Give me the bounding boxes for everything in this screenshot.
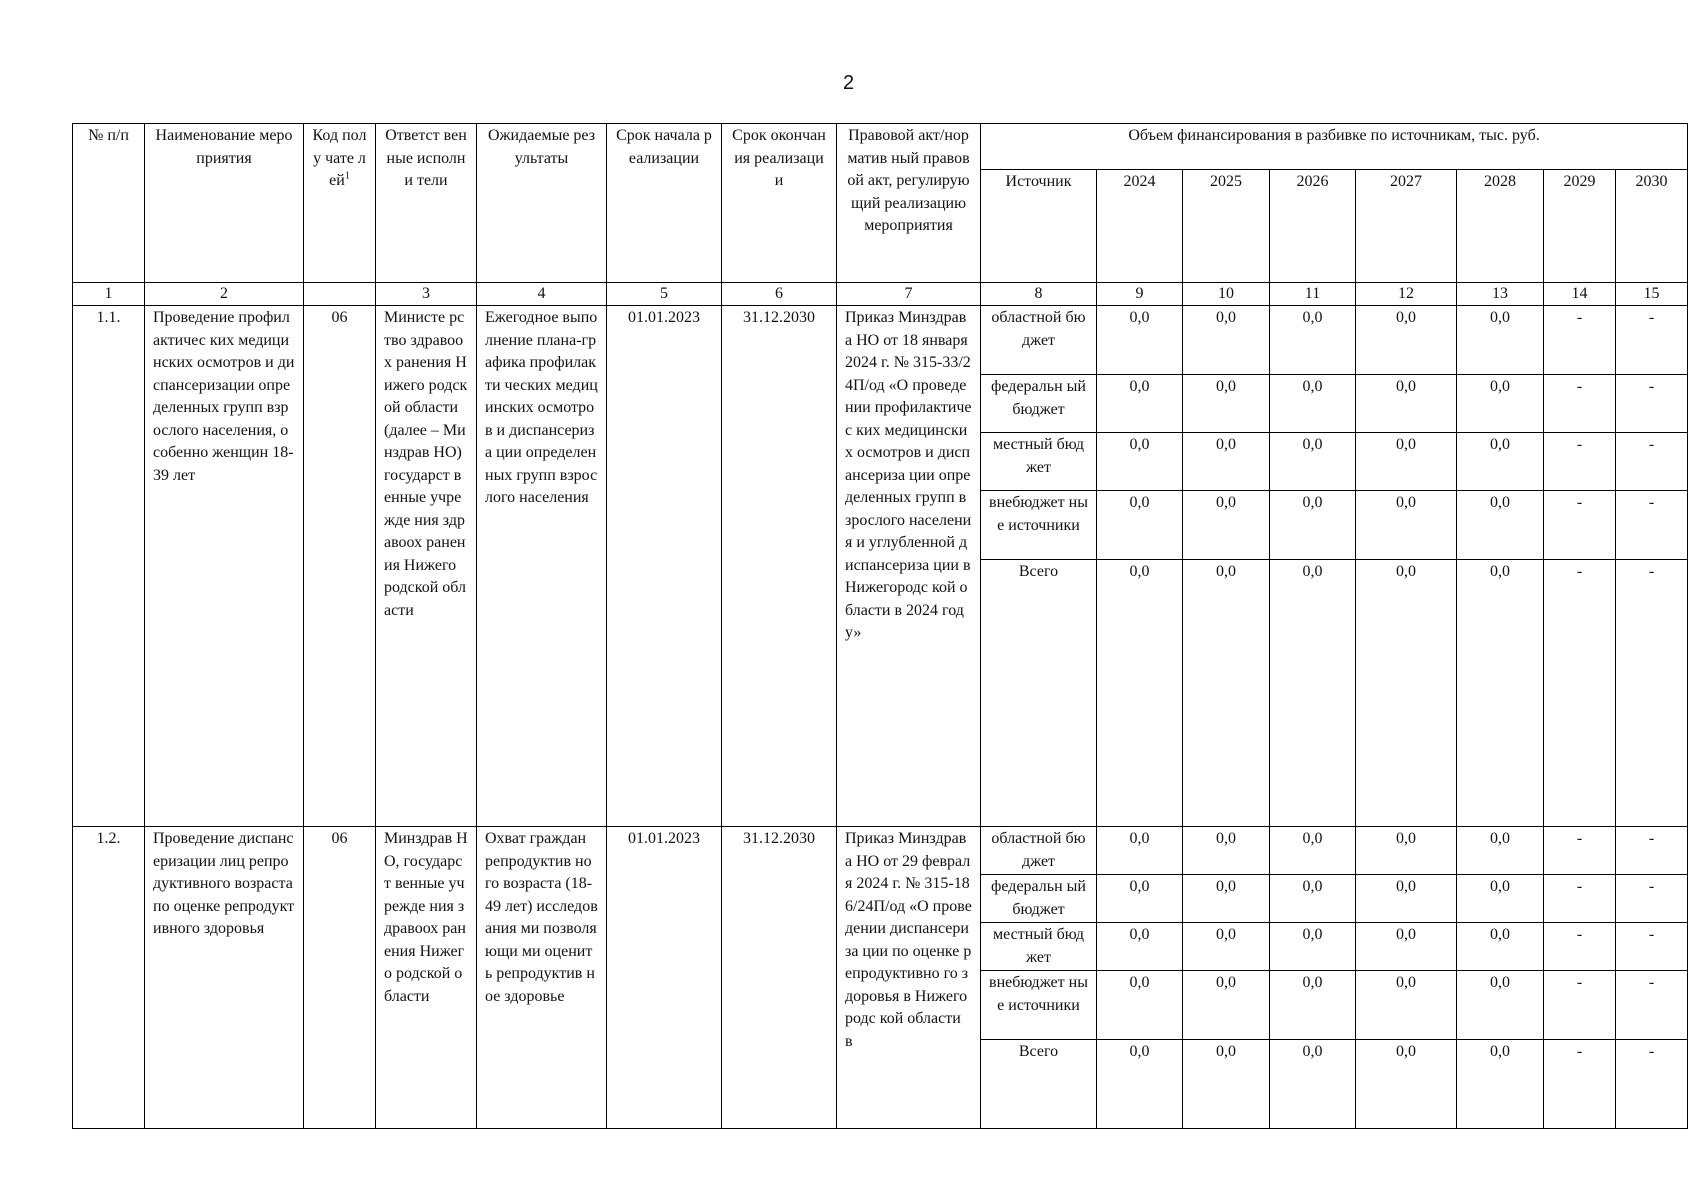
column-number: 9 [1097,283,1183,306]
funding-source: местный бюджет [981,433,1097,491]
funding-value-2026: 0,0 [1270,827,1356,875]
measure-1-1-funding-row [73,306,1688,375]
funding-value-2025: 0,0 [1183,971,1270,1040]
funding-value-2029: - [1544,875,1616,923]
measure-results: Ежегодное выполнение плана-графика профилакти ческих медицинских осмотров и диспансериза ции определен ных групп взрослого населения [477,306,607,827]
funding-value-2027: 0,0 [1356,491,1457,560]
column-number: 6 [722,283,837,306]
header-code [304,124,376,283]
header-year: 2024 [1097,170,1183,283]
header-num: № п/п [73,124,145,283]
measure-name: Проведение диспансеризации лиц репродуктивного возраста по оценке репродуктивного здоровья [145,827,304,1129]
funding-value-2028: 0,0 [1457,875,1544,923]
funding-value-2027: 0,0 [1356,971,1457,1040]
funding-value-2025: 0,0 [1183,375,1270,433]
funding-value-2030: - [1616,1040,1688,1129]
funding-source: внебюджет ные источники [981,971,1097,1040]
header-financing: Объем финансирования в разбивке по источникам, тыс. руб. [981,124,1688,170]
funding-value-2024: 0,0 [1097,560,1183,827]
measure-code: 06 [304,827,376,1129]
funding-value-2029: - [1544,491,1616,560]
funding-value-2030: - [1616,827,1688,875]
funding-value-2029: - [1544,971,1616,1040]
funding-value-2028: 0,0 [1457,491,1544,560]
column-number: 8 [981,283,1097,306]
funding-value-2024: 0,0 [1097,375,1183,433]
funding-value-2026: 0,0 [1270,1040,1356,1129]
funding-source: областной бюджет [981,306,1097,375]
funding-value-2024: 0,0 [1097,491,1183,560]
funding-source: Всего [981,560,1097,827]
funding-value-2029: - [1544,433,1616,491]
footnote-marker: 1 [344,170,350,182]
column-number: 7 [837,283,981,306]
header-results: Ожидаемые результаты [477,124,607,283]
header-source: Источник [981,170,1097,283]
funding-value-2028: 0,0 [1457,306,1544,375]
column-number: 13 [1457,283,1544,306]
measure-executor: Министе рство здравоох ранения Нижего родской области (далее – Минздрав НО) государст венные учрежде ния здравоох ранения Нижего родской области [376,306,477,827]
funding-value-2028: 0,0 [1457,923,1544,971]
funding-value-2028: 0,0 [1457,375,1544,433]
funding-source: федеральн ый бюджет [981,875,1097,923]
funding-value-2027: 0,0 [1356,875,1457,923]
funding-value-2028: 0,0 [1457,971,1544,1040]
funding-source: внебюджет ные источники [981,491,1097,560]
measure-end-date: 31.12.2030 [722,827,837,1129]
column-number: 5 [607,283,722,306]
funding-value-2026: 0,0 [1270,433,1356,491]
measure-executor: Минздрав НО, государст венные учрежде ния здравоох ранения Нижего родской области [376,827,477,1129]
measure-number: 1.1. [73,306,145,827]
column-number: 12 [1356,283,1457,306]
column-number: 1 [73,283,145,306]
header-end: Срок окончания реализации [722,124,837,283]
funding-value-2030: - [1616,375,1688,433]
funding-value-2027: 0,0 [1356,375,1457,433]
header-code-text: Код полу чате лей [312,127,367,189]
funding-value-2028: 0,0 [1457,560,1544,827]
funding-source: Всего [981,1040,1097,1129]
header-start: Срок начала реализации [607,124,722,283]
funding-value-2025: 0,0 [1183,827,1270,875]
funding-value-2030: - [1616,306,1688,375]
funding-value-2029: - [1544,560,1616,827]
funding-value-2025: 0,0 [1183,306,1270,375]
funding-value-2024: 0,0 [1097,1040,1183,1129]
funding-value-2025: 0,0 [1183,560,1270,827]
measure-legal-act: Приказ Минздрава НО от 18 января 2024 г. № 315-33/24П/од «О проведении профилактичес ких медицинских осмотров и диспансериза ции определенных групп взрослого населения и углубленной диспансериза ции в Нижегородс кой области в 2024 году» [837,306,981,827]
measure-legal-act: Приказ Минздрава НО от 29 февраля 2024 г. № 315-186/24П/од «О проведении диспансериза ции по оценке репродуктивно го здоровья в Нижегородс кой области в [837,827,981,1129]
funding-value-2025: 0,0 [1183,433,1270,491]
funding-value-2029: - [1544,923,1616,971]
header-legal: Правовой акт/норматив ный правовой акт, регулирующий реализацию мероприятия [837,124,981,283]
funding-value-2025: 0,0 [1183,923,1270,971]
measure-start-date: 01.01.2023 [607,306,722,827]
funding-value-2024: 0,0 [1097,875,1183,923]
funding-value-2030: - [1616,560,1688,827]
header-year: 2026 [1270,170,1356,283]
header-executor: Ответст венные исполни тели [376,124,477,283]
column-number-row [73,283,1688,306]
header-year: 2029 [1544,170,1616,283]
funding-value-2027: 0,0 [1356,1040,1457,1129]
column-number-blank [304,283,376,306]
funding-value-2024: 0,0 [1097,971,1183,1040]
funding-value-2027: 0,0 [1356,923,1457,971]
column-number: 14 [1544,283,1616,306]
funding-value-2029: - [1544,827,1616,875]
funding-value-2026: 0,0 [1270,306,1356,375]
funding-source: федеральн ый бюджет [981,375,1097,433]
funding-value-2026: 0,0 [1270,971,1356,1040]
column-number: 11 [1270,283,1356,306]
funding-source: местный бюджет [981,923,1097,971]
funding-value-2027: 0,0 [1356,560,1457,827]
measure-end-date: 31.12.2030 [722,306,837,827]
funding-value-2024: 0,0 [1097,306,1183,375]
page-number: 2 [842,72,855,94]
funding-value-2027: 0,0 [1356,433,1457,491]
header-year: 2025 [1183,170,1270,283]
funding-value-2030: - [1616,875,1688,923]
funding-value-2026: 0,0 [1270,875,1356,923]
funding-value-2030: - [1616,971,1688,1040]
column-number: 15 [1616,283,1688,306]
measure-number: 1.2. [73,827,145,1129]
funding-value-2030: - [1616,433,1688,491]
header-row-top [73,124,1688,170]
header-year: 2027 [1356,170,1457,283]
funding-value-2026: 0,0 [1270,923,1356,971]
column-number: 3 [376,283,477,306]
funding-value-2024: 0,0 [1097,433,1183,491]
funding-value-2024: 0,0 [1097,827,1183,875]
column-number: 10 [1183,283,1270,306]
funding-value-2026: 0,0 [1270,491,1356,560]
measure-code: 06 [304,306,376,827]
funding-value-2029: - [1544,375,1616,433]
funding-value-2027: 0,0 [1356,827,1457,875]
funding-value-2028: 0,0 [1457,433,1544,491]
funding-value-2028: 0,0 [1457,1040,1544,1129]
measure-1-2-funding-row [73,827,1688,875]
measure-results: Охват граждан репродуктив ного возраста (18-49 лет) исследования ми позволяющи ми оценить репродуктив ное здоровье [477,827,607,1129]
measure-name: Проведение профилактичес ких медицинских осмотров и диспансеризации определенных групп взрослого населения, особенно женщин 18-39 лет [145,306,304,827]
funding-source: областной бюджет [981,827,1097,875]
funding-value-2030: - [1616,491,1688,560]
measure-start-date: 01.01.2023 [607,827,722,1129]
funding-value-2024: 0,0 [1097,923,1183,971]
measures-table [72,123,1688,1129]
header-name: Наименование мероприятия [145,124,304,283]
funding-value-2027: 0,0 [1356,306,1457,375]
funding-value-2026: 0,0 [1270,375,1356,433]
funding-value-2025: 0,0 [1183,875,1270,923]
funding-value-2029: - [1544,306,1616,375]
funding-value-2026: 0,0 [1270,560,1356,827]
funding-value-2029: - [1544,1040,1616,1129]
header-year: 2028 [1457,170,1544,283]
funding-value-2025: 0,0 [1183,1040,1270,1129]
funding-value-2030: - [1616,923,1688,971]
header-year: 2030 [1616,170,1688,283]
column-number: 4 [477,283,607,306]
column-number: 2 [145,283,304,306]
funding-value-2028: 0,0 [1457,827,1544,875]
funding-value-2025: 0,0 [1183,491,1270,560]
